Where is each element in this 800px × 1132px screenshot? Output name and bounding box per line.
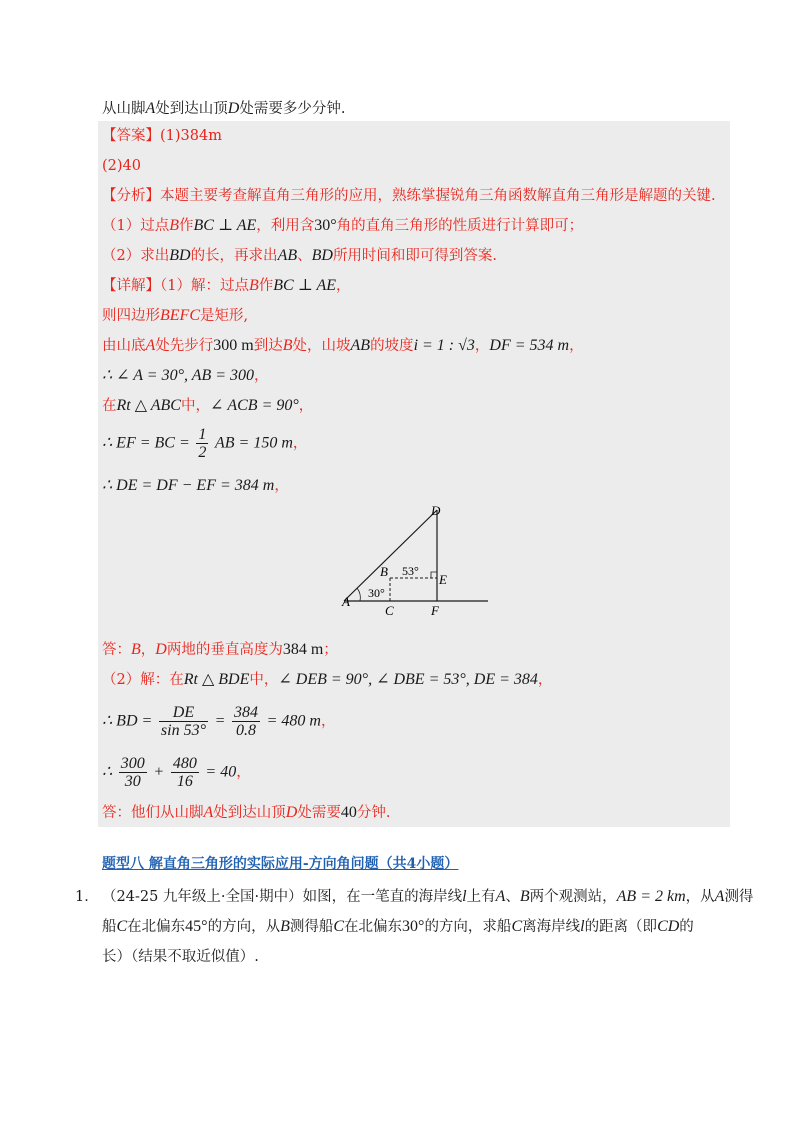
- math-expr: BD: [311, 247, 333, 264]
- answer-unit: m: [208, 128, 222, 144]
- numerator: 1: [198, 426, 207, 443]
- text: 测得: [724, 889, 754, 905]
- text: 在: [102, 398, 117, 414]
- question-line-1: [102, 885, 753, 906]
- detail-line-6: [102, 426, 307, 461]
- slope-line: [344, 510, 437, 601]
- label-angle-30: 30°: [368, 586, 385, 600]
- math-expr: +: [153, 763, 165, 781]
- text: 所用时间和即可得到答案.: [332, 248, 498, 264]
- detail-line-9: [102, 704, 335, 739]
- text: 、: [505, 889, 520, 905]
- answer-line-1: [102, 126, 222, 146]
- detail-tag: 【详解】: [102, 278, 160, 294]
- question-number: 1．: [75, 889, 99, 905]
- numerator: 300: [120, 755, 145, 772]
- text: ；: [323, 642, 338, 658]
- math-expr: ∠ ACB = 90°: [209, 397, 299, 414]
- text: 作: [258, 278, 274, 294]
- text: 答：他们从山脚: [102, 805, 204, 821]
- text: （2）解：在: [102, 672, 184, 688]
- angle-arc-a: [357, 588, 360, 601]
- text: 的距离（即: [584, 919, 658, 935]
- label-e: E: [439, 572, 447, 587]
- text: ，: [254, 368, 269, 384]
- point-c: C: [511, 918, 523, 935]
- question-line-3: 长）（结果不取近似值）.: [102, 949, 259, 965]
- geometry-figure: [330, 500, 500, 622]
- point-d: D: [227, 100, 240, 117]
- math-expr: = 480 m: [266, 712, 321, 730]
- text: 处先步行: [155, 338, 214, 354]
- point-b: B: [519, 888, 530, 905]
- text: ，利用含: [256, 218, 315, 234]
- text: ，: [140, 642, 156, 658]
- text: ，: [236, 764, 251, 781]
- text: 中，: [249, 672, 279, 688]
- math-expr: 40: [340, 804, 357, 821]
- text: 在北偏东: [127, 919, 186, 935]
- text: ，: [336, 278, 351, 294]
- label-a: A: [342, 594, 350, 609]
- right-angle-mark: [431, 572, 437, 578]
- detail-line-3: [102, 336, 584, 356]
- text: ，: [320, 713, 336, 730]
- text: 两个观测站，: [529, 889, 617, 905]
- math-expr: = 40: [205, 763, 237, 781]
- label-c: C: [385, 603, 394, 618]
- text: （1）解：过点: [160, 278, 249, 294]
- analysis-step-1: [102, 216, 583, 236]
- label-f: F: [431, 603, 439, 618]
- math-expr: ∴ BD =: [102, 712, 153, 730]
- detail-line-8: [102, 670, 552, 690]
- detail-line-7: [102, 476, 289, 496]
- intro-text: 处到达山顶: [155, 101, 228, 117]
- point-c: C: [116, 918, 128, 935]
- math-expr: i = 1 : √3: [413, 337, 475, 354]
- math-expr: =: [214, 712, 226, 730]
- text: （24-25 九年级上·全国·期中）如图，在一笔直的海岸线: [102, 889, 463, 905]
- text: 上有: [466, 889, 496, 905]
- text: 到达: [253, 338, 283, 354]
- math-expr: 384 m: [282, 641, 324, 658]
- analysis-line: [102, 186, 716, 206]
- answer-line-2: (2)40: [102, 158, 141, 174]
- text: 的长，再求出: [190, 248, 278, 264]
- numerator: DE: [159, 704, 208, 722]
- denominator: 30: [124, 773, 141, 790]
- label-angle-53: 53°: [402, 564, 419, 578]
- point-d: D: [155, 641, 167, 658]
- math-expr: 30°: [314, 217, 337, 234]
- text: ，: [292, 435, 308, 452]
- intro-text: 从山脚: [102, 101, 146, 117]
- text: 角的直角三角形的性质进行计算即可；: [336, 218, 584, 234]
- answer-part-1: (1)384: [160, 128, 209, 144]
- text: 分钟.: [356, 805, 391, 821]
- answer-1-line: [102, 640, 338, 660]
- answer-2-line: [102, 803, 390, 823]
- text: （2）求出: [102, 248, 170, 264]
- math-expr: BC ⊥ AE: [273, 277, 337, 294]
- math-expr: BD: [169, 247, 191, 264]
- text: （1）过点: [102, 218, 170, 234]
- intro-line: [102, 99, 345, 119]
- text: 是矩形,: [200, 308, 249, 324]
- math-expr: AB = 150 m: [214, 434, 293, 452]
- analysis-text: 本题主要考查解直角三角形的应用，熟练掌握锐角三角函数解直角三角形是解题的关键.: [160, 188, 716, 204]
- text: 处需要: [297, 805, 341, 821]
- point-c: C: [333, 918, 345, 935]
- point-a: A: [714, 888, 725, 905]
- line-l: l: [580, 918, 585, 935]
- line-l: l: [462, 888, 467, 905]
- label-b: B: [380, 564, 388, 579]
- denominator: 16: [176, 773, 193, 790]
- math-expr: Rt △ ABC: [116, 397, 181, 414]
- text: 处到达山顶: [213, 805, 286, 821]
- detail-line-1: [102, 276, 351, 296]
- math-expr: ∴: [102, 763, 113, 781]
- math-expr: ∴ EF = BC =: [102, 434, 190, 452]
- text: ，: [274, 478, 289, 494]
- detail-line-4: [102, 366, 269, 386]
- text: 处，山坡: [292, 338, 351, 354]
- text: 两地的垂直高度为: [166, 642, 283, 658]
- text: 船: [102, 919, 117, 935]
- text: 、: [297, 248, 312, 264]
- text: 作: [179, 218, 194, 234]
- math-expr: Rt △ BDE: [183, 671, 250, 688]
- analysis-step-2: [102, 246, 497, 266]
- math-expr: BEFC: [160, 307, 200, 324]
- text: 在北偏东: [344, 919, 403, 935]
- fraction: [232, 704, 260, 739]
- intro-text: 处需要多少分钟.: [239, 101, 346, 117]
- text: 答：: [102, 642, 131, 658]
- text: 测得船: [289, 919, 334, 935]
- text: ，: [298, 398, 314, 414]
- numerator: 384: [234, 704, 259, 721]
- text: ，: [537, 672, 553, 688]
- text: ，: [569, 338, 584, 354]
- fraction: [196, 426, 208, 461]
- answer-tag: 【答案】: [102, 128, 160, 144]
- point-d: D: [285, 804, 298, 821]
- math-expr: AB: [277, 247, 298, 264]
- text: 的: [679, 919, 694, 935]
- math-expr: AB = 2 km: [616, 888, 686, 905]
- math-expr: BC ⊥ AE: [193, 217, 257, 234]
- text: 的坡度: [370, 338, 414, 354]
- point-a: A: [145, 100, 156, 117]
- point-b: B: [131, 641, 141, 658]
- text: 的方向，求船: [424, 919, 512, 935]
- analysis-tag: 【分析】: [102, 188, 160, 204]
- point-a: A: [145, 337, 156, 354]
- math-expr: 45°: [185, 918, 208, 935]
- detail-line-2: [102, 306, 248, 326]
- math-expr: ∠ DEB = 90°, ∠ DBE = 53°, DE = 384: [278, 671, 538, 688]
- section-title: 题型八 解直角三角形的实际应用-方向角问题（共4小题）: [102, 856, 459, 872]
- numerator: 480: [172, 755, 197, 772]
- denominator: sin 53°: [160, 722, 206, 739]
- text: 由山底: [102, 338, 146, 354]
- math-expr: AB: [350, 337, 371, 354]
- fraction: [171, 755, 199, 790]
- math-expr: ∴ ∠ A = 30°, AB = 300: [102, 367, 255, 384]
- text: 离海岸线: [522, 919, 581, 935]
- fraction: [119, 755, 147, 790]
- math-expr: CD: [657, 918, 680, 935]
- label-d: D: [431, 503, 441, 518]
- denominator: 0.8: [236, 722, 257, 739]
- detail-line-10: [102, 755, 251, 790]
- point-b: B: [282, 337, 293, 354]
- detail-line-5: [102, 396, 313, 416]
- point-a: A: [495, 888, 506, 905]
- point-b: B: [280, 918, 290, 935]
- text: ，从: [685, 889, 715, 905]
- question-line-2: [102, 915, 694, 936]
- math-expr: 30°: [402, 918, 425, 935]
- math-expr: ∴ DE = DF − EF = 384 m: [102, 477, 275, 494]
- math-expr: 300 m: [213, 337, 254, 354]
- math-expr: DF = 534 m: [489, 337, 570, 354]
- text: 则四边形: [102, 308, 160, 324]
- point-a: A: [203, 804, 214, 821]
- text: ，: [474, 338, 490, 354]
- text: 中，: [180, 398, 210, 414]
- fraction: [159, 704, 208, 739]
- denominator: 2: [198, 444, 207, 461]
- text: 的方向，从: [207, 919, 281, 935]
- point-b: B: [169, 217, 180, 234]
- point-b: B: [248, 277, 259, 294]
